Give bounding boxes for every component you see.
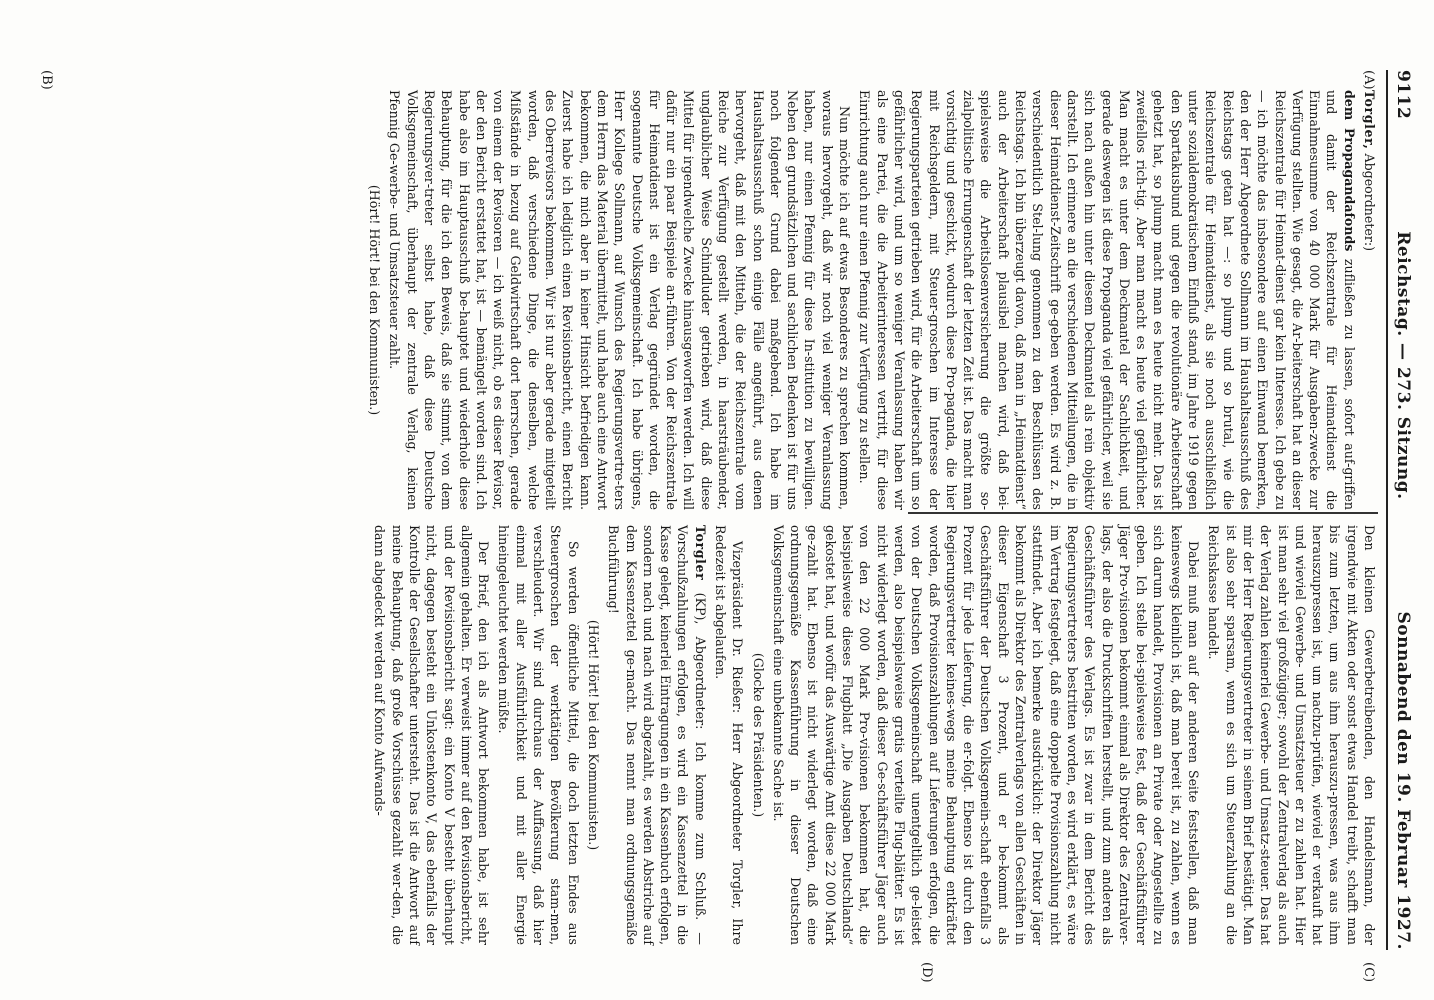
right-column <box>368 525 1378 945</box>
margin-letter-b: (B) <box>39 70 54 90</box>
margin-letter-c: (C) <box>1361 962 1376 983</box>
paragraph <box>366 90 383 510</box>
paragraph <box>371 525 492 945</box>
paragraph <box>605 525 709 945</box>
paragraph <box>856 90 1358 510</box>
paragraph <box>495 525 581 945</box>
paragraph-text: Den kleinen Gewerbetreibenden, den Handelsmann, der irgendwie mit Akten oder sonst etwas Handel treibt, schafft man bis zum letzten, um aus ihm herauszu-pressen, was aus ihm herauszupressen ist, um nachzu-prüfen, wieviel er verkauft hat und wieviel Gewerbe- und Umsatzsteuer er zu zahlen hat. Hier ist man sehr viel großzügiger; sowohl der Zentralverlag als auch der Verlag zahlen keinerlei Gewerbe- und Umsatz-steuer. Das hat mir der Herr Regierungsvertreter in seinem Brief bestätigt. Man ist also sehr sparsam, wenn es sich um Steuerzahlung an die Reichskasse handelt. <box>1206 525 1377 945</box>
margin-letter-a: (A) <box>1361 70 1376 90</box>
page-header <box>1390 70 1416 950</box>
paragraph <box>749 525 766 945</box>
paragraph <box>770 525 1202 945</box>
column-divider <box>908 512 1378 514</box>
left-column <box>363 90 1378 510</box>
margin-letter-d: (D) <box>919 962 934 983</box>
paragraph-text: Dabei muß man auf der anderen Seite feststellen, daß man keineswegs kleinlich ist, daß man bereit ist, zu zahlen, wenn es sich darum handelt, Provisionen an Private oder Angestellte zu geben. Ich stelle bei-spielsweise fest, daß der Geschäftsführer Jäger Pro-visionen bekommt einmal als Direktor des Zentralver-lags, der also die Druckschriften herstellt, und zum anderen als Geschäftsführer des Verlags. Es ist zwar in dem Bericht des Regierungsvertreters bestritten worden, es wird erklärt, es wäre im Vertrag festgelegt, daß eine doppelte Provisionszahlung nicht stattfindet. Aber ich bemerke ausdrücklich: der Direktor Jäger bekommt als Direktor des Zentralverlags von allen Geschäften in dieser Eigenschaft 3 Prozent, und er be-kommt als Geschäftsführer der Deutschen Volksgemein-schaft ebenfalls 3 Prozent für jede Lieferung, die er-folgt. Ebenso ist durch den Regierungsvertreter keines-wegs meine Behauptung entkräftet worden, daß Provisionszahlungen auf Lieferungen erfolgen, die von der Deutschen Volksgemeinschaft unentgeltlich ge-leistet werden, also beispielsweise gratis verteilte Flug-blätter. Es ist nicht widerlegt worden, daß dieser Ge-schäftsführer Jäger auch von den 22 000 Mark Pro-visionen bekommen hat, die beispielsweise dieses Flugblatt „Die Ausgaben Deutschlands“ gekostet hat, und wofür das Auswärtige Amt diese 22 000 Mark ge-zahlt hat. Ebenso ist nicht widerlegt worden, daß eine ordnungsgemäße Kassenführung in dieser Deutschen Volksgemeinschaft eine unbekannte Sache ist. <box>770 525 1202 945</box>
paragraph-text: (Hört! Hört! bei den Kommunisten.) <box>367 184 383 416</box>
session-date: Sonnabend den 19. Februar 1927. <box>1393 611 1413 950</box>
paragraph-text: (Hört! Hört! bei den Kommunisten.) <box>585 619 601 851</box>
paragraph-text: Nun möchte ich auf etwas Besonderes zu sprechen kommen, woraus hervorgeht, daß wir noch viel weniger Veranlassung haben, nur einen Pfennig für diese In-stitution zu bewilligen. Neben den grundsätzlichen und sachlichen Bedenken ist für uns noch folgender Grund dabei maßgebend. Ich habe im Haushaltsausschuß schon einige Fälle angeführt, aus denen hervorgeht, daß mit den Mitteln, die der Reichszentrale vom Reiche zur Verfügung gestellt werden, in haarsträubender, unglaublicher Weise Schindluder getrieben wird, daß diese Mittel für irgendwelche Zwecke hinausgeworfen werden. Ich will dafür nur ein paar Beispiele an-führen. Von der Reichszentrale für Heimatdienst ist ein Verlag gegründet worden, die sogenannte Deutsche Volksgemeinschaft. Ich habe übrigens, Herr Kollege Sollmann, auf Wunsch des Regierungsvertre-ters dem Herrn das Material übermittelt, und habe auch eine Antwort bekommen, die mich aber in keiner Hinsicht befriedigen kann. Zuerst habe ich lediglich einen Revisionsbericht, einen Bericht des Oberrevisors bekommen. Wir ist nur aber gerade mitgeteilt worden, daß verschiedene Dinge, die denselben, welche Mißstände in bezug auf Geldwirtschaft dort herrschen, gerade von einem der Revisoren — ich weiß nicht, ob es dieser Revisor, der den Bericht erstattet hat, ist — bemängelt worden sind. Ich habe also im Hauptausschuß be-hauptet und wiederhole diese Behauptung, für die ich den Beweis, daß sie stimmt, von dem Regierungsver-treter selbst habe, daß diese Deutsche Volksgemeinschaft, überhaupt der zentrale Verlag, keinen Pfennig Ge-werbe- und Umsatzsteuer zahlt. <box>387 90 853 510</box>
paragraph <box>386 90 853 510</box>
page-number: 9112 <box>1393 70 1413 120</box>
paragraph-text: Der Brief, den ich als Antwort bekommen habe, ist sehr allgemein gehalten. Er verweist immer auf den Revisionsbericht, und der Revisionsbericht sagt: ein Konto V besteht überhaupt nicht, dagegen besteht ein Unkostenkonto V, das ebenfalls der Kontrolle der Gesellschafter untersteht. Das ist die Antwort auf meine Behauptung, daß große Vorschüsse gezahlt wer-den, die dann abgedeckt werden auf Konto Aufwands- <box>372 525 492 945</box>
paragraph <box>1361 90 1378 510</box>
paragraph-text: (KP), Abgeordneter: Ich komme zum Schluß. — Vorschußzahlungen erfolgen, es wird ein Kassenzettel in die Kasse gelegt, keinerlei Eintragungen in ein Kassenbuch erfolgen, sondern nach und nach wird abgezahlt, es werden Abstriche auf dem Kassenzettel ge-macht. Das nennt man ordnungsgemäße Buchführung! <box>606 525 708 945</box>
speaker-name: Torgler <box>692 525 708 581</box>
paragraph-text: So werden öffentliche Mittel, die doch letzten Endes aus Steuergroschen der werktätigen Bevölkerung stam-men, verschleudert. Wir sind durchaus der Auffassung, daß hier einmal mit aller Ausführlichkeit und mit aller Energie hineingeleuchtet werden müßte. <box>496 525 581 945</box>
header-rule <box>1386 70 1388 950</box>
bold-lead: dem Propagandafonds <box>1341 90 1357 252</box>
paragraph <box>585 525 602 945</box>
paragraph-text: Abgeordneter:) <box>1362 149 1377 252</box>
session-title: Reichstag. — 273. Sitzung. <box>1393 231 1413 500</box>
paragraph-text: Vizepräsident Dr. Rießer: Herr Abgeordneter Torgler, Ihre Redezeit ist abgelaufen. <box>713 525 746 945</box>
paragraph-text: (Glocke des Präsidenten.) <box>750 652 766 818</box>
paragraph-text: zufließen zu lassen, sofort auf-griffen und damit der Reichszentrale für Heimatdienst die Einnahmesumme von 40 000 Mark für Ausgaben-zwecke zur Verfügung stellten. Wie gesagt, die Ar-beiterschaft hat an dieser Reichszentrale für Heimat-dienst gar kein Interesse. Ich gebe zu — ich möchte das insbesondere auf einen Einwand bemerken, den der Herr Abgeordnete Sollmann im Haushaltsausschuß des Reichstags getan hat —: so plump und so brutal, wie die Reichszentrale für Heimatdienst, als sie noch ausschließlich unter sozialdemokratischem Einfluß stand, im Jahre 1919 gegen den Spartakusbund und gegen die revolutionäre Arbeiterschaft gehetzt hat, so plump macht man es heute nicht mehr. Das ist zweifellos rich-tig. Aber man macht es heute viel gefährlicher. Man macht es unter dem Deckmantel der Sachlichkeit, und gerade deswegen ist diese Propaganda viel gefährlicher, weil sie sich nach außen hin unter diesem Deckmantel als rein objektiv darstellt. Ich erinnere an die verschiedenen Mitteilungen, die in dieser Heimatdienst-Zeitschrift ge-geben werden. Es wird z. B. verschiedentlich Stel-lung genommen zu den Beschlüssen des Reichstags. Ich bin überzeugt davon, daß man in „Heimatdienst“ auch der Arbeiterschaft plausibel machen wird, daß bei-spielsweise die Arbeitslosenversicherung die größte so-zialpolitische Errungenschaft der letzten Zeit ist. Das macht man vorsichtig und geschickt, wodurch diese Pro-paganda, die hier mit Reichsgeldern, mit Steuer-groschen im Interesse der Regierungsparteien getrieben wird, für die Arbeiterschaft um so gefährlicher wird, und um so weniger Veranlassung haben wir als eine Partei, die die Arbeiterinteressen vertritt, für diese Einrichtung auch nur einen Pfennig zur Verfügung zu stellen. <box>857 90 1357 510</box>
paragraph <box>712 525 747 945</box>
speaker-name: Torgler, <box>1362 90 1377 150</box>
paragraph <box>1205 525 1378 945</box>
